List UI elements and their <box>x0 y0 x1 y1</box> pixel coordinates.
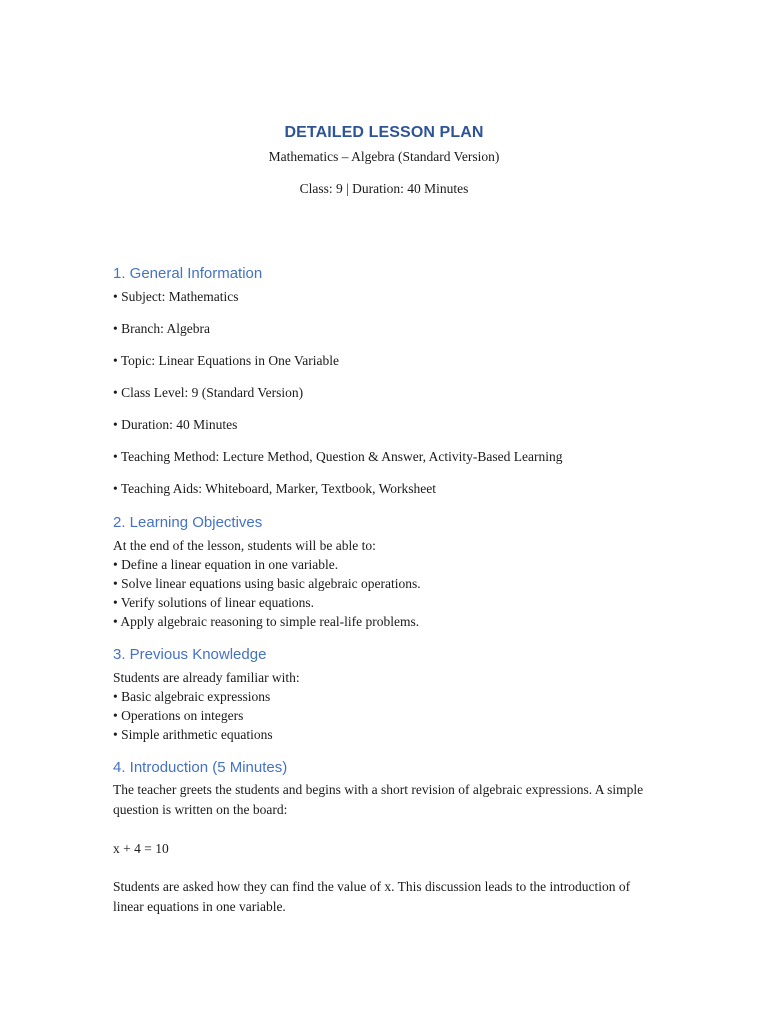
section-heading-introduction: 4. Introduction (5 Minutes) <box>113 759 288 776</box>
list-item: • Subject: Mathematics <box>113 289 239 304</box>
document-subtitle: Mathematics – Algebra (Standard Version) <box>268 149 500 164</box>
list-item: • Solve linear equations using basic algebraic operations. <box>113 576 421 591</box>
section-intro: Students are already familiar with: <box>113 670 300 685</box>
list-item: • Basic algebraic expressions <box>113 689 271 704</box>
class-duration-line: Class: 9 | Duration: 40 Minutes <box>299 181 469 196</box>
introduction-paragraph-2: Students are asked how they can find the value of x. This discussion leads to the introduction of linear equations in one variable. <box>113 879 631 914</box>
section-heading-general-information: 1. General Information <box>113 265 263 282</box>
section-heading-learning-objectives: 2. Learning Objectives <box>113 514 263 531</box>
list-item: • Operations on integers <box>113 708 244 723</box>
list-item: • Class Level: 9 (Standard Version) <box>113 385 304 400</box>
list-item: • Topic: Linear Equations in One Variable <box>113 353 339 368</box>
list-item: • Apply algebraic reasoning to simple real-life problems. <box>113 614 420 629</box>
section-intro: At the end of the lesson, students will be able to: <box>113 538 376 553</box>
list-item: • Teaching Method: Lecture Method, Question & Answer, Activity-Based Learning <box>113 449 563 464</box>
list-item: • Verify solutions of linear equations. <box>113 595 314 610</box>
list-item: • Teaching Aids: Whiteboard, Marker, Textbook, Worksheet <box>113 481 437 496</box>
list-item: • Simple arithmetic equations <box>113 727 273 742</box>
section-heading-previous-knowledge: 3. Previous Knowledge <box>113 646 267 663</box>
introduction-paragraph: The teacher greets the students and begins with a short revision of algebraic expressions. A simple question is written on the board: <box>113 782 644 817</box>
list-item: • Branch: Algebra <box>113 321 210 336</box>
document-title: DETAILED LESSON PLAN <box>284 124 484 141</box>
list-item: • Define a linear equation in one variable. <box>113 557 339 572</box>
list-item: • Duration: 40 Minutes <box>113 417 238 432</box>
board-equation: x + 4 = 10 <box>113 841 169 856</box>
